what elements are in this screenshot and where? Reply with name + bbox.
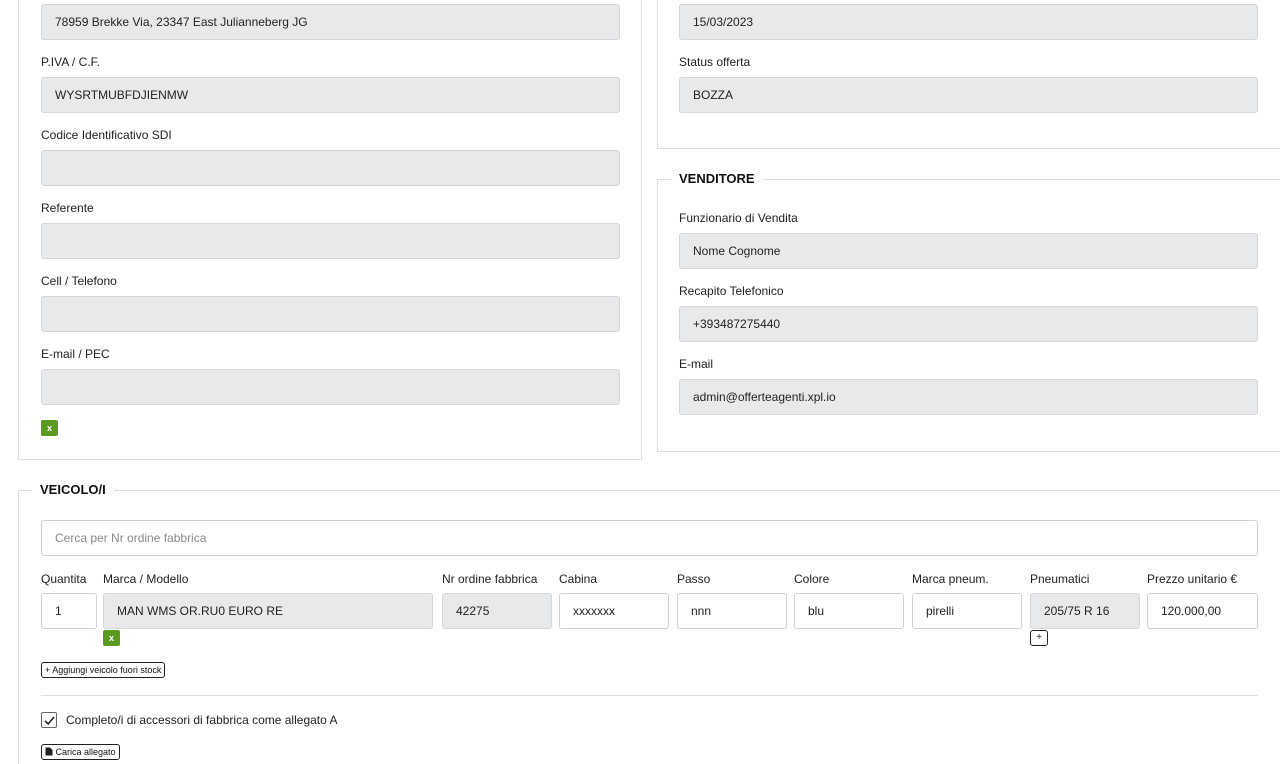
add-pneumatici-button[interactable]: +: [1030, 630, 1048, 646]
funzionario-label: Funzionario di Vendita: [679, 211, 798, 225]
address-field[interactable]: 78959 Brekke Via, 23347 East Julianneberg JG: [41, 4, 620, 40]
col-marca-modello: Marca / Modello: [103, 572, 189, 586]
search-ordine-input[interactable]: Cerca per Nr ordine fabbrica: [41, 520, 1258, 556]
checkmark-icon: [43, 714, 56, 727]
col-colore: Colore: [794, 572, 830, 586]
remove-veicolo-button[interactable]: x: [103, 630, 120, 646]
telefono-field[interactable]: [41, 296, 620, 332]
sdi-field[interactable]: [41, 150, 620, 186]
col-passo: Passo: [677, 572, 711, 586]
nr-ordine-field[interactable]: 42275: [442, 593, 552, 629]
col-pneumatici: Pneumatici: [1030, 572, 1090, 586]
cabina-input[interactable]: xxxxxxx: [559, 593, 669, 629]
marca-pneum-input[interactable]: pirelli: [912, 593, 1022, 629]
venditore-email-field[interactable]: admin@offerteagenti.xpl.io: [679, 379, 1258, 415]
offer-date-field[interactable]: 15/03/2023: [679, 4, 1258, 40]
status-offerta-label: Status offerta: [679, 55, 751, 69]
status-offerta-field[interactable]: BOZZA: [679, 77, 1258, 113]
accessori-label: Completo/i di accessori di fabbrica come allegato A: [66, 713, 338, 727]
add-veicolo-button[interactable]: + Aggiungi veicolo fuori stock: [41, 662, 165, 678]
referente-field[interactable]: [41, 223, 620, 259]
col-prezzo: Prezzo unitario €: [1147, 572, 1238, 586]
sdi-label: Codice Identificativo SDI: [41, 128, 172, 142]
veicoli-legend: VEICOLO/I: [32, 482, 114, 497]
recapito-field[interactable]: +393487275440: [679, 306, 1258, 342]
referente-label: Referente: [41, 201, 94, 215]
carica-allegato-label: Carica allegato: [55, 747, 116, 757]
accessori-checkbox[interactable]: [41, 712, 57, 728]
pneumatici-field[interactable]: 205/75 R 16: [1030, 593, 1140, 629]
col-nr-ordine: Nr ordine fabbrica: [442, 572, 538, 586]
carica-allegato-button[interactable]: [41, 744, 120, 760]
colore-input[interactable]: blu: [794, 593, 904, 629]
section-divider: [41, 695, 1258, 696]
col-cabina: Cabina: [559, 572, 598, 586]
telefono-label: Cell / Telefono: [41, 274, 117, 288]
piva-field[interactable]: WYSRTMUBFDJIENMW: [41, 77, 620, 113]
email-pec-label: E-mail / PEC: [41, 347, 110, 361]
passo-input[interactable]: nnn: [677, 593, 787, 629]
venditore-legend: VENDITORE: [671, 171, 763, 186]
marca-modello-field[interactable]: MAN WMS OR.RU0 EURO RE: [103, 593, 433, 629]
recapito-label: Recapito Telefonico: [679, 284, 784, 298]
col-quantita: Quantita: [41, 572, 87, 586]
prezzo-input[interactable]: 120.000,00: [1147, 593, 1258, 629]
venditore-email-label: E-mail: [679, 357, 714, 371]
quantita-input[interactable]: 1: [41, 593, 97, 629]
remove-cliente-button[interactable]: x: [41, 420, 58, 436]
piva-label: P.IVA / C.F.: [41, 55, 100, 69]
col-marca-pneum: Marca pneum.: [912, 572, 989, 586]
funzionario-field[interactable]: Nome Cognome: [679, 233, 1258, 269]
file-icon: [45, 747, 53, 756]
email-pec-field[interactable]: [41, 369, 620, 405]
